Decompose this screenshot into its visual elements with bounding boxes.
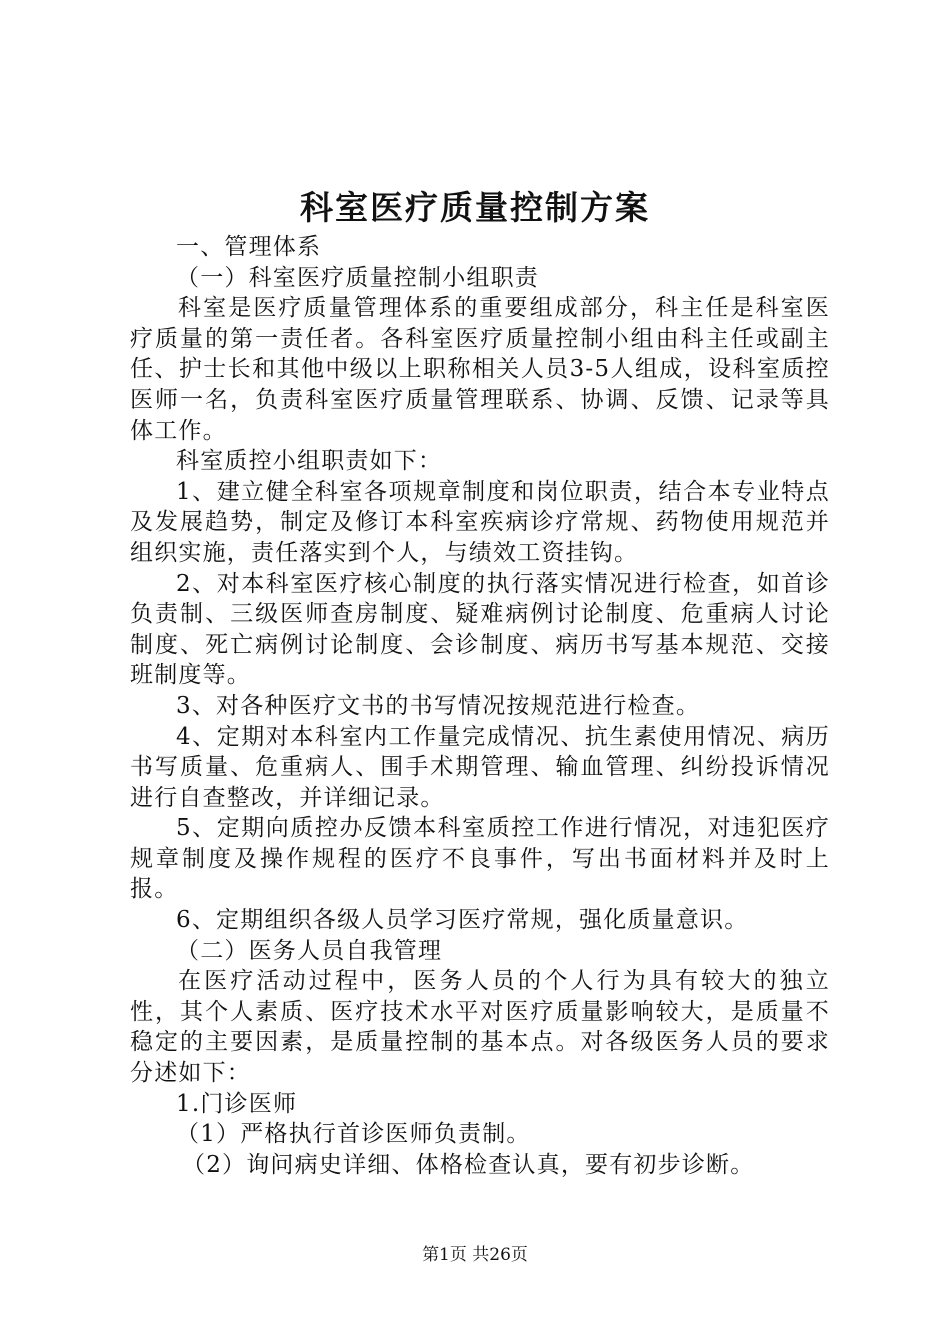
paragraph-department-role: 科室是医疗质量管理体系的重要组成部分，科主任是科室医疗质量的第一责任者。各科室医疗质量控制小组由科主任或副主任、护士长和其他中级以上职称相关人员3-5人组成，设科室质控医师一名，负责科室医疗质量管理联系、协调、反馈、记录等具体工作。: [130, 295, 830, 444]
section-heading-management-system: 一、管理体系: [176, 234, 322, 260]
subsection-heading-self-management: （二）医务人员自我管理: [176, 937, 443, 964]
paragraph-self-management: 在医疗活动过程中，医务人员的个人行为具有较大的独立性，其个人素质、医疗技术水平对医疗质量影响较大，是质量不稳定的主要因素，是质量控制的基本点。对各级医务人员的要求分述如下：: [130, 968, 830, 1087]
paragraph-duties-intro: 科室质控小组职责如下：: [176, 448, 443, 475]
list-item-duty-2: 2、对本科室医疗核心制度的执行落实情况进行检查，如首诊负责制、三级医师查房制度、疑难病例讨论制度、危重病人讨论制度、死亡病例讨论制度、会诊制度、病历书写基本规范、交接班制度等。: [130, 570, 830, 689]
document-title: 科室医疗质量控制方案: [300, 188, 650, 227]
list-item-outpatient-1: （1）严格执行首诊医师负责制。: [176, 1121, 531, 1148]
list-heading-outpatient-doctor: 1.门诊医师: [176, 1090, 298, 1117]
subsection-heading-qc-group-duties: （一）科室医疗质量控制小组职责: [176, 264, 539, 291]
list-item-duty-3: 3、对各种医疗文书的书写情况按规范进行检查。: [176, 692, 701, 719]
list-item-duty-5: 5、定期向质控办反馈本科室质控工作进行情况，对违犯医疗规章制度及操作规程的医疗不良事件，写出书面材料并及时上报。: [130, 815, 830, 903]
list-item-duty-4: 4、定期对本科室内工作量完成情况、抗生素使用情况、病历书写质量、危重病人、围手术期管理、输血管理、纠纷投诉情况进行自查整改，并详细记录。: [130, 723, 830, 811]
page-number-footer: 第1页 共26页: [422, 1245, 528, 1265]
list-item-duty-1: 1、建立健全科室各项规章制度和岗位职责，结合本专业特点及发展趋势，制定及修订本科室疾病诊疗常规、药物使用规范并组织实施，责任落实到个人，与绩效工资挂钩。: [130, 478, 830, 566]
list-item-duty-6: 6、定期组织各级人员学习医疗常规，强化质量意识。: [176, 907, 749, 934]
document-body: [130, 232, 830, 1180]
list-item-outpatient-2: （2）询问病史详细、体格检查认真，要有初步诊断。: [182, 1151, 755, 1178]
